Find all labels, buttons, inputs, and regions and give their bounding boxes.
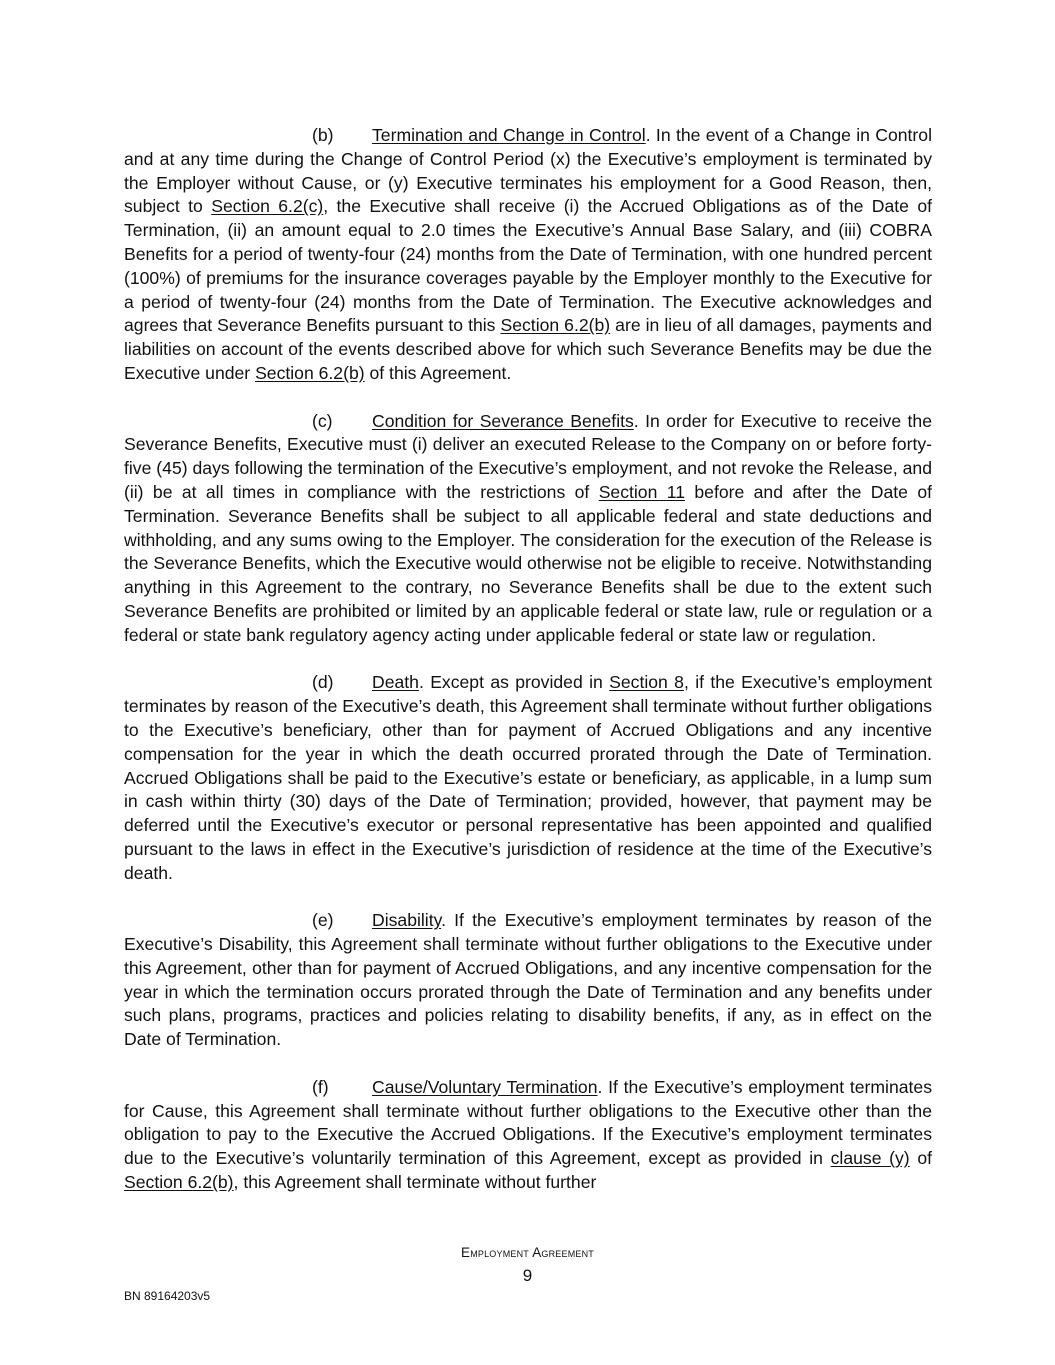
paragraph-label: (f) <box>312 1076 329 1097</box>
section-reference: Section 8 <box>609 672 684 693</box>
paragraph-heading: Disability <box>372 910 442 931</box>
section-reference: Section 6.2(b) <box>255 362 365 383</box>
paragraph-text: are in lieu of all damages, payments and liabilities on account of the events described above for which such Severance Benefits may be due the Executive under <box>124 315 932 383</box>
paragraph-d <box>124 671 932 885</box>
paragraph-text: , this Agreement shall terminate without further <box>233 1172 597 1193</box>
paragraph-text: . In the event of a Change in Control and at any time during the Change of Control Period (x) the Executive’s employment is terminated by the Employer without Cause, or (y) Executive terminates his employment for a Good Reason, then, subject to <box>124 125 932 217</box>
paragraph-label: (d) <box>312 672 334 693</box>
paragraph-text: of this Agreement. <box>364 362 512 383</box>
paragraph-c <box>124 410 932 648</box>
paragraph-text: . Except as provided in <box>418 672 610 693</box>
paragraph-text: , the Executive shall receive (i) the Accrued Obligations as of the Date of Termination, (ii) an amount equal to 2.0 times the Executive’s Annual Base Salary, and (iii) COBRA Benefits for a period of twenty-four (24) months from the Date of Termination, with one hundred percent (100%) of premiums for the insurance coverages payable by the Employer monthly to the Executive for a period of twenty-four (24) months from the Date of Termination. The Executive acknowledges and agrees that Severance Benefits pursuant to this <box>124 196 933 336</box>
paragraph-label: (c) <box>312 410 333 431</box>
paragraph-e <box>124 909 932 1052</box>
paragraph-label: (b) <box>312 125 334 145</box>
paragraph-text: . In order for Executive to receive the Severance Benefits, Executive must (i) deliver an executed Release to the Company on or before forty-five (45) days following the termination of the Executive’s employment, and not revoke the Release, and (ii) be at all times in compliance with the restrictions of <box>124 410 932 502</box>
paragraph-f <box>124 1076 932 1195</box>
footer-title: Employment Agreement <box>460 1245 595 1260</box>
section-reference: Section 6.2(c) <box>211 196 324 217</box>
paragraph-text: , if the Executive’s employment terminates by reason of the Executive’s death, this Agreement shall terminate without further obligations to the Executive’s beneficiary, other than for payment of Accrued Obligations and any incentive compensation for the year in which the death occurred prorated through the Date of Termination. Accrued Obligations shall be paid to the Executive’s estate or beneficiary, as applicable, in a lump sum in cash within thirty (30) days of the Date of Termination; provided, however, that payment may be deferred until the Executive’s executor or personal representative has been appointed and qualified pursuant to the laws in effect in the Executive’s jurisdiction of residence at the time of the Executive’s death. <box>124 672 932 883</box>
section-reference: Section 11 <box>598 481 686 502</box>
paragraph-b <box>124 124 932 386</box>
section-reference: Section 6.2(b) <box>500 315 611 336</box>
paragraph-text: before and after the Date of Termination. Severance Benefits shall be subject to all applicable federal and state deductions and withholding, and any sums owing to the Employer. The consideration for the execution of the Release is the Severance Benefits, which the Executive would otherwise not be eligible to receive. Notwithstanding anything in this Agreement to the contrary, no Severance Benefits shall be due to the extent such Severance Benefits are prohibited or limited by an applicable federal or state law, rule or regulation or a federal or state bank regulatory agency acting under applicable federal or state law or regulation. <box>124 481 932 645</box>
document-id: BN 89164203v5 <box>124 1289 211 1303</box>
paragraph-heading: Condition for Severance Benefits <box>372 410 634 431</box>
section-reference: Section 6.2(b) <box>124 1172 234 1193</box>
section-reference: clause (y) <box>830 1148 910 1169</box>
page-number: 9 <box>522 1266 533 1285</box>
paragraph-label: (e) <box>312 910 334 931</box>
paragraph-heading: Termination and Change in Control <box>372 125 646 145</box>
paragraph-text: . If the Executive’s employment terminates by reason of the Executive’s Disability, this Agreement shall terminate without further obligations to the Executive under this Agreement, other than for payment of Accrued Obligations, and any incentive compensation for the year in which the termination occurs prorated through the Date of Termination and any benefits under such plans, programs, practices and policies relating to disability benefits, if any, as in effect on the Date of Termination. <box>124 910 932 1050</box>
document-body <box>124 124 932 1219</box>
paragraph-text: . If the Executive’s employment terminates for Cause, this Agreement shall terminate without further obligations to the Executive other than the obligation to pay to the Executive the Accrued Obligations. If the Executive’s employment terminates due to the Executive’s voluntarily termination of this Agreement, except as provided in <box>124 1076 932 1169</box>
paragraph-heading: Death <box>372 672 419 693</box>
paragraph-text: of <box>909 1148 933 1169</box>
paragraph-heading: Cause/Voluntary Termination <box>372 1076 598 1097</box>
